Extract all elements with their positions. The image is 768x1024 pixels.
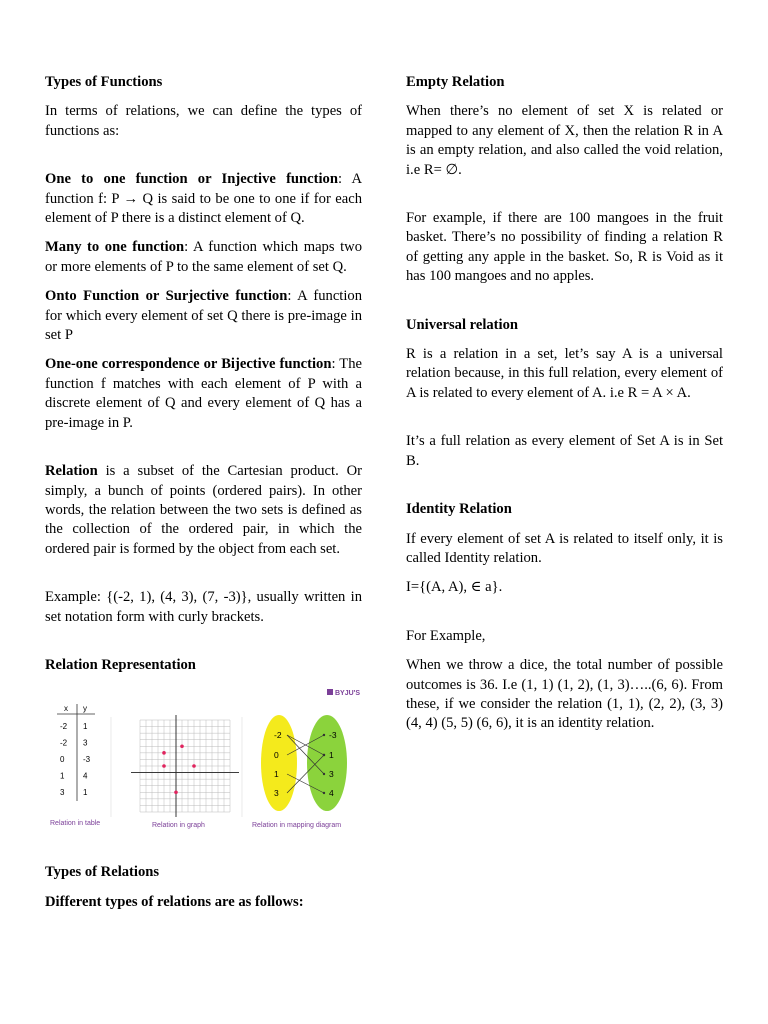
table-cell-x: -2 [60,722,68,732]
surjective-text: : A function for which every element of set Q there is pre-image in set P [45,288,363,344]
for-example-label: For Example, [406,627,486,644]
relation-text: is a subset of the Cartesian product. Or simply, a bunch of points (ordered pairs). In other words, the relation between the two sets is defined as the collection of the ordered pair, in which the ordered pair is formed by the object from each set. [45,463,362,557]
range-value: 3 [329,769,334,780]
surjective-paragraph [45,287,362,345]
right-column [406,73,723,744]
table-cell-x: 3 [60,788,65,798]
graph-point [162,765,166,769]
injective-term: One to one function or Injective function [45,171,338,188]
empty-relation-heading: Empty Relation [406,74,505,90]
relation-representation-heading: Relation Representation [45,656,196,673]
identity-relation-heading: Identity Relation [406,501,512,518]
table-cell-y: 3 [83,738,88,748]
bijective-text: : The function f matches with each element of P with a discrete element of Q and every element of Q has a pre-image in P. [45,356,362,431]
graph-point [192,765,196,769]
mapping-arrowhead [323,754,325,756]
table-header-x: x [64,704,68,714]
table-cell-x: -2 [60,738,68,748]
label-graph: Relation in graph [152,822,205,830]
mapping-arrowhead [323,773,325,775]
relation-term: Relation [45,463,98,480]
identity-relation-text: If every element of set A is related to itself only, it is called Identity relation. [406,530,723,566]
brand-text: BYJU'S [335,690,361,698]
empty-relation-text: When there’s no element of set X is related or mapped to any element of X, then the relation R in A is an empty relation, and also called the void relation, i.e R= ∅. [406,103,723,178]
graph-point [180,745,184,749]
empty-relation-example: For example, if there are 100 mangoes in the fruit basket. There’s no possibility of finding a relation R of getting any apple in the basket. So, R is Void as it has 100 mangoes and no apples. [406,210,723,285]
types-of-relations-subheading: Different types of relations are as follows: [45,893,304,910]
table-cell-y: 1 [83,788,88,798]
left-column [45,73,362,922]
bijective-paragraph [45,355,362,433]
types-of-relations-heading: Types of Relations [45,864,160,881]
many-to-one-paragraph [45,238,362,277]
surjective-term: Onto Function or Surjective function [45,288,288,305]
range-value: 1 [329,750,334,761]
relation-representation-figure [45,687,363,839]
dice-example-text: When we throw a dice, the total number of possible outcomes is 36. I.e (1, 1) (1, 2), (1, 3)…..(6, 6). From these, if we consider the relation (1, 1), (2, 2), (3, 3) (4, 4) (5, 5) (6, 6), it is an identity relation. [406,657,723,732]
relation-figure-svg [45,687,363,839]
table-cell-y: 4 [83,771,88,781]
universal-relation-heading: Universal relation [406,316,519,333]
relation-paragraph [45,462,362,559]
bijective-term: One-one correspondence or Bijective function [45,356,332,373]
table-cell-y: -3 [83,755,91,765]
table-cell-x: 1 [60,771,65,781]
range-oval [307,715,347,811]
domain-value: 0 [274,750,279,761]
identity-relation-formula: I={(A, A), ∈ a}. [406,579,503,596]
label-mapping: Relation in mapping diagram [252,822,342,830]
universal-relation-text: R is a relation in a set, let’s say A is a universal relation because, in this full relation, every element of A is related to every element of A. i.e R = A × A. [406,346,723,401]
label-table: Relation in table [50,820,101,828]
domain-value: 3 [274,788,279,799]
domain-value: 1 [274,769,279,780]
mapping-arrowhead [323,734,325,736]
universal-relation-note: It’s a full relation as every element of Set A is in Set B. [406,433,723,469]
brand-logo-icon [327,689,333,695]
many-to-one-text: : A function which maps two or more elements of P to the same element of set Q. [45,239,362,275]
example-paragraph: Example: {(-2, 1), (4, 3), (7, -3)}, usually written in set notation form with curly brackets. [45,589,362,625]
graph-point [174,791,178,795]
many-to-one-term: Many to one function [45,239,185,256]
injective-text: : A function f: P → Q is said to be one to one if for each element of P there is a distinct element of Q. [45,171,363,227]
domain-value: -2 [274,730,282,741]
relation-graph [131,715,239,817]
injective-paragraph [45,170,362,228]
mapping-arrowhead [323,792,325,794]
graph-point [162,751,166,755]
table-cells [60,722,91,797]
table-cell-x: 0 [60,755,65,765]
range-value: -3 [329,730,337,741]
types-of-functions-intro: In terms of relations, we can define the types of functions as: [45,103,362,139]
table-cell-y: 1 [83,722,88,732]
range-value: 4 [329,788,334,799]
types-of-functions-heading: Types of Functions [45,74,163,90]
table-header-y: y [83,704,87,714]
